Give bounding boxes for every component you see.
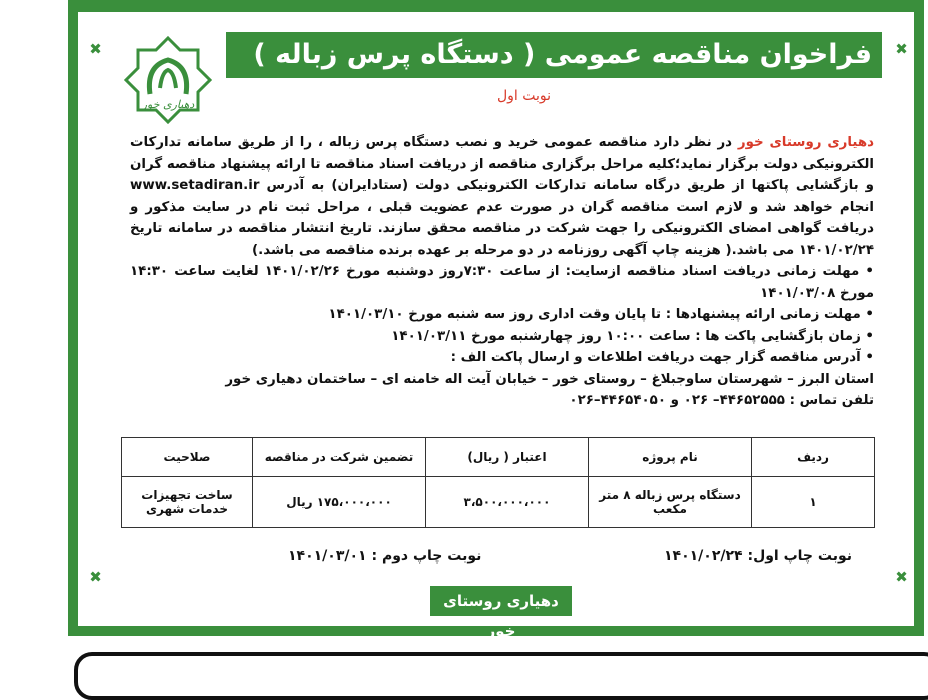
paragraph-text: در نظر دارد مناقصه عمومی خرید و نصب دستگاه پرس زباله ، را از طریق سامانه تدارکات الکترونیکی دولت برگزار نماید؛کلیه مراحل برگزاری مناقصه از دریافت اسناد مناقصه تا ارائه پیشنهاد مناقصه گران و بازگشایی پاکتها از طریق درگاه سامانه تدارکات الکترونیکی دولت (ستادایران) به آدرس www.setadiran.ir انجام خواهد شد و لازم است مناقصه گران در صورت عدم عضویت قبلی ، مراحل ثبت نام در سایت مذکور و دریافت گواهی امضای الکترونیکی را جهت شرکت در مناقصه محقق سازند. تاریخ انتشار مناقصه در سامانه تاریخ ۱۴۰۱/۰۲/۲۴ می باشد.( هزینه چاپ آگهی روزنامه در دو مرحله بر عهده برنده مناقصه می باشد.) [130,135,874,258]
table-row [122,477,875,528]
notice-body [130,132,874,412]
round-label: نوبت اول [496,88,552,104]
corner-ornament-icon: ✖ [89,568,102,586]
corner-ornament-icon: ✖ [89,40,102,58]
bullet-item: • مهلت زمانی ارائه پیشنهادها : تا پایان وقت اداری روز سه شنبه مورخ ۱۴۰۱/۰۳/۱۰ [328,307,874,322]
notice-title: فراخوان مناقصه عمومی ( دستگاه پرس زباله ) [253,39,872,70]
table-header: اعتبار ( ریال) [426,438,589,477]
svg-text:دهیاری خور: دهیاری خور [141,98,195,111]
project-table [121,437,875,528]
dehyari-logo [124,36,212,124]
table-header: تضمین شرکت در مناقصه [253,438,426,477]
table-cell: ۱۷۵،۰۰۰،۰۰۰ ریال [253,477,426,528]
address-text: استان البرز – شهرستان ساوجبلاغ – روستای خور – خیابان آیت اله خامنه ای – ساختمان دهیاری خور [225,371,874,387]
table-cell: ۱ [752,477,875,528]
table-header: صلاحیت [122,438,253,477]
phone-text: تلفن تماس : ۴۴۶۵۲۵۵۵– ۰۲۶ و ۴۴۶۵۴۰۵۰–۰۲۶ [569,393,874,408]
table-cell: ۳،۵۰۰،۰۰۰،۰۰۰ [426,477,589,528]
signature-box: دهیاری روستای خور [430,586,572,616]
first-print-date: نوبت چاپ اول: ۱۴۰۱/۰۲/۲۴ [664,548,852,564]
corner-ornament-icon: ✖ [895,40,908,58]
table-header: نام پروژه [589,438,752,477]
second-print-date: نوبت چاپ دوم : ۱۴۰۱/۰۳/۰۱ [288,548,482,564]
bullet-item: • مهلت زمانی دریافت اسناد مناقصه ازسایت: از ساعت ۷:۳۰روز دوشنبه مورخ ۱۴۰۱/۰۲/۲۶ لغایت ساعت ۱۴:۳۰ مورخ ۱۴۰۱/۰۳/۰۸ [130,264,874,301]
lead-highlight: دهیاری روستای خور [737,135,874,150]
bullet-item: • زمان بازگشایی پاکت ها : ساعت ۱۰:۰۰ روز چهارشنبه مورخ ۱۴۰۱/۰۳/۱۱ [391,328,874,344]
table-header-row [122,438,875,477]
next-ad-border [74,652,928,700]
bullet-item: • آدرس مناقصه گزار جهت دریافت اطلاعات و ارسال پاکت الف : [450,350,874,365]
table-cell: ساخت تجهیزات خدمات شهری [122,477,253,528]
corner-ornament-icon: ✖ [895,568,908,586]
table-header: ردیف [752,438,875,477]
table-cell: دستگاه پرس زباله ۸ متر مکعب [589,477,752,528]
notice-paragraph [130,132,874,261]
